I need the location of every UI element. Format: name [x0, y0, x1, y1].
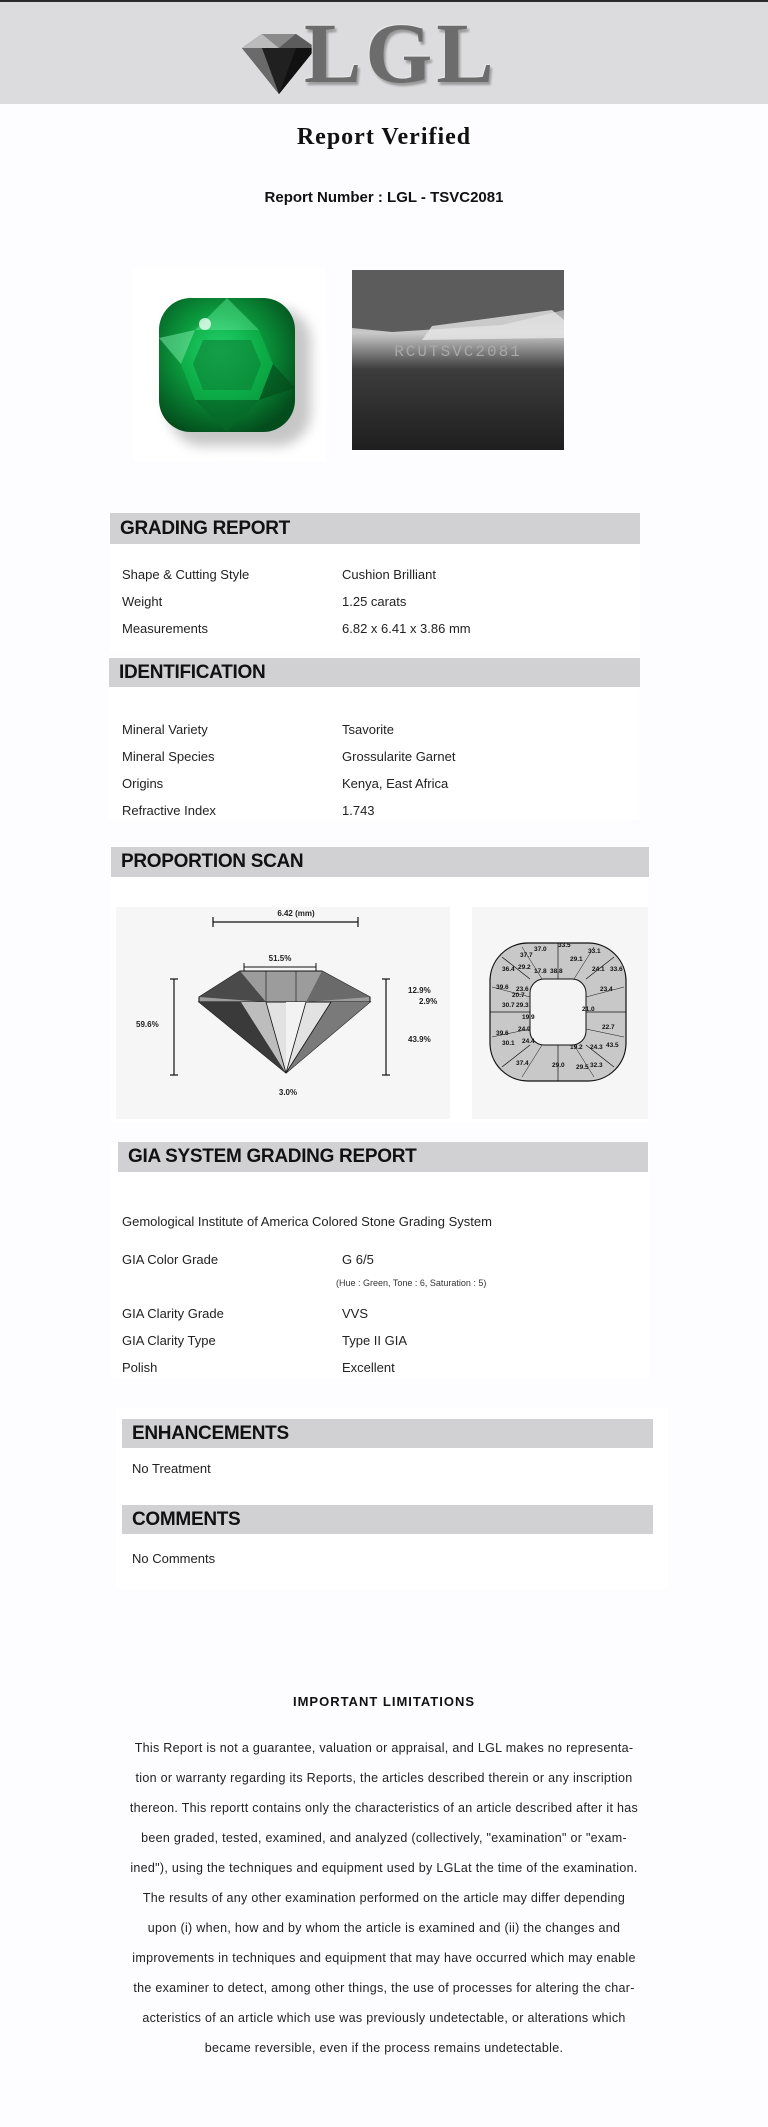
identification-heading: IDENTIFICATION: [109, 658, 640, 687]
girdle-inscription-photo: [352, 270, 564, 450]
grading-report-heading: GRADING REPORT: [110, 513, 640, 544]
facet-angle-label: 29.2: [518, 964, 531, 971]
facet-angle-label: 36.4: [502, 966, 515, 973]
limitations-line: The results of any other examination performed on the article may differ depending: [142, 1891, 626, 1905]
side-profile-diagram: [116, 907, 450, 1119]
top-view-diagram: [472, 907, 648, 1119]
limitations-line: thereon. This reportt contains only the characteristics of an article described after it has: [129, 1801, 639, 1815]
facet-angle-label: 33.6: [610, 966, 623, 973]
row-value: 6.82 x 6.41 x 3.86 mm: [342, 621, 471, 636]
gia-heading: GIA SYSTEM GRADING REPORT: [118, 1142, 648, 1172]
row-value: Kenya, East Africa: [342, 776, 449, 791]
gia-system-name: Gemological Institute of America Colored Stone Grading System: [122, 1214, 492, 1229]
facet-angle-label: 19.2: [570, 1044, 583, 1051]
facet-angle-label: 24.9: [518, 1026, 531, 1033]
row-label: Shape & Cutting Style: [122, 567, 250, 582]
color-grade-note: (Hue : Green, Tone : 6, Saturation : 5): [336, 1278, 487, 1288]
enhancements-heading: ENHANCEMENTS: [122, 1419, 653, 1448]
row-value: 1.25 carats: [342, 594, 407, 609]
limitations-line: This Report is not a guarantee, valuation or appraisal, and LGL makes no representa-: [134, 1741, 634, 1755]
proportion-scan-heading: PROPORTION SCAN: [111, 847, 649, 877]
enhancements-text: No Treatment: [132, 1461, 211, 1476]
limitations-line: ined"), using the techniques and equipment used by LGLat the time of the examination.: [130, 1861, 638, 1875]
limitations-line: became reversible, even if the process remains undetectable.: [204, 2041, 564, 2055]
facet-angle-label: 29.1: [570, 956, 583, 963]
facet-angle-label: 24.3: [590, 1044, 603, 1051]
facet-angle-label: 23.6: [516, 986, 529, 993]
row-label: GIA Color Grade: [122, 1252, 219, 1267]
facet-angle-label: 20.7: [512, 992, 525, 999]
facet-angle-label: 33.1: [588, 948, 601, 955]
crown-label: 12.9%: [408, 986, 431, 995]
facet-angle-label: 37.7: [520, 952, 533, 959]
row-value: Tsavorite: [342, 722, 395, 737]
facet-angle-label: 21.0: [582, 1006, 595, 1013]
facet-angle-label: 29.3: [516, 1002, 529, 1009]
limitations-heading: IMPORTANT LIMITATIONS: [292, 1694, 476, 1709]
row-label: Refractive Index: [122, 803, 216, 818]
comments-heading: COMMENTS: [122, 1505, 653, 1534]
facet-angle-label: 37.0: [534, 946, 547, 953]
limitations-line: been graded, tested, examined, and analyzed (collectively, "examination" or "exam-: [141, 1831, 627, 1845]
row-value: Type II GIA: [342, 1333, 408, 1348]
limitations-line: acteristics of an article which use was previously undetectable, or alterations which: [142, 2011, 626, 2025]
row-label: Weight: [122, 594, 163, 609]
row-label: Mineral Variety: [122, 722, 208, 737]
limitations-line: improvements in techniques and equipment that may have occurred which may enable: [132, 1951, 636, 1965]
facet-angle-label: 24.4: [522, 1038, 535, 1045]
facet-angle-label: 19.9: [522, 1014, 535, 1021]
width-label: 6.42 (mm): [277, 909, 315, 918]
limitations-line: the examiner to detect, among other things, the use of processes for altering the char-: [133, 1981, 635, 1995]
limitations-line: tion or warranty regarding its Reports, the articles described therein or any inscription: [135, 1771, 633, 1785]
limitations-text: [118, 1733, 650, 2063]
facet-angle-label: 37.4: [516, 1060, 529, 1067]
report-number: Report Number : LGL - TSVC2081: [264, 189, 504, 206]
row-value: 1.743: [342, 803, 375, 818]
facet-angle-label: 38.8: [550, 968, 563, 975]
row-value: VVS: [342, 1306, 369, 1321]
header-banner: [0, 2, 768, 104]
row-label: Measurements: [122, 621, 208, 636]
facet-angle-label: 23.4: [600, 986, 613, 993]
comments-text: No Comments: [132, 1551, 216, 1566]
row-label: Polish: [122, 1360, 158, 1375]
row-label: GIA Clarity Type: [122, 1333, 216, 1348]
inscription-text: RCUTSVC2081: [394, 343, 522, 361]
facet-angle-label: 29.0: [552, 1062, 565, 1069]
row-value: Grossularite Garnet: [342, 749, 456, 764]
facet-angle-label: 29.5: [576, 1064, 589, 1071]
facet-angle-label: 32.3: [590, 1062, 603, 1069]
lgl-logo: [232, 5, 498, 101]
row-label: Mineral Species: [122, 749, 215, 764]
row-value: Cushion Brilliant: [342, 567, 436, 582]
culet-label: 3.0%: [278, 1088, 298, 1097]
facet-angle-label: 33.5: [558, 942, 571, 949]
facet-angle-label: 22.7: [602, 1024, 615, 1031]
gemstone-photo: [133, 268, 326, 461]
row-value: G 6/5: [342, 1252, 374, 1267]
facet-angle-label: 43.5: [606, 1042, 619, 1049]
row-value: Excellent: [342, 1360, 395, 1375]
total-depth-label: 59.6%: [136, 1020, 159, 1029]
facet-angle-label: 39.6: [496, 984, 509, 991]
facet-angle-label: 39.6: [496, 1030, 509, 1037]
table-label: 51.5%: [268, 954, 292, 963]
row-label: GIA Clarity Grade: [122, 1306, 224, 1321]
facet-angle-label: 30.7: [502, 1002, 515, 1009]
page-title: Report Verified: [296, 124, 472, 150]
facet-angle-label: 17.8: [534, 968, 547, 975]
row-label: Origins: [122, 776, 164, 791]
limitations-line: upon (i) when, how and by whom the article is examined and (ii) the changes and: [147, 1921, 621, 1935]
facet-angle-label: 24.1: [592, 966, 605, 973]
facet-angle-label: 30.1: [502, 1040, 515, 1047]
girdle-label: 2.9%: [419, 997, 438, 1006]
pavilion-label: 43.9%: [408, 1035, 431, 1044]
logo-text: LGL: [304, 5, 498, 101]
